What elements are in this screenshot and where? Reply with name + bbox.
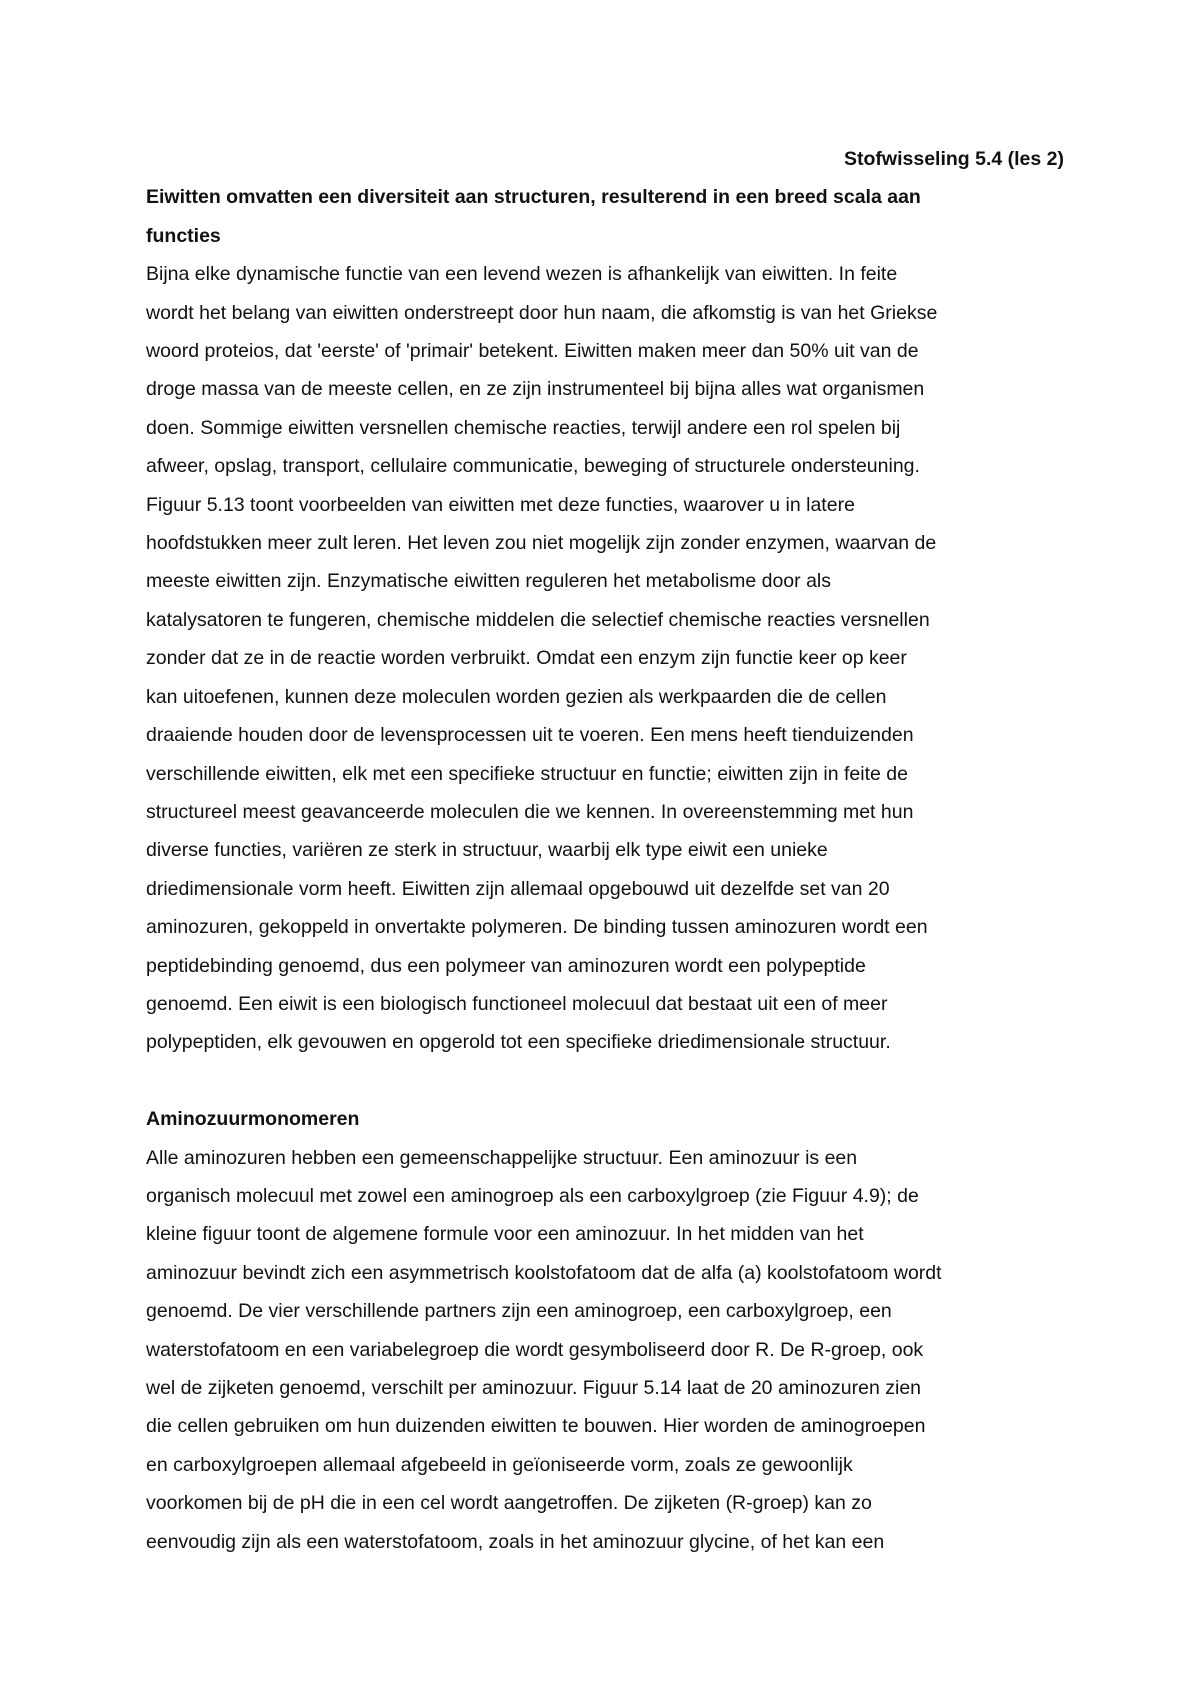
text-line: doen. Sommige eiwitten versnellen chemische reacties, terwijl andere een rol spelen bij (146, 416, 901, 439)
paragraph-aminozuurmonomeren (146, 1139, 1066, 1561)
text-line: eenvoudig zijn als een waterstofatoom, zoals in het aminozuur glycine, of het kan een (146, 1530, 885, 1553)
text-line: woord proteios, dat 'eerste' of 'primair' betekent. Eiwitten maken meer dan 50% uit van de (146, 340, 919, 363)
text-line: die cellen gebruiken om hun duizenden eiwitten te bouwen. Hier worden de aminogroepen (146, 1415, 926, 1438)
text-line: hoofdstukken meer zult leren. Het leven zou niet mogelijk zijn zonder enzymen, waarvan de (146, 532, 937, 555)
text-line: diverse functies, variëren ze sterk in structuur, waarbij elk type eiwit een unieke (146, 839, 828, 862)
heading-line: Eiwitten omvatten een diversiteit aan structuren, resulterend in een breed scala aan (146, 186, 921, 209)
section-heading-aminozuurmonomeren: Aminozuurmonomeren (146, 1108, 360, 1131)
section-heading-eiwitten (146, 178, 1066, 255)
text-line: genoemd. Een eiwit is een biologisch functioneel molecuul dat bestaat uit een of meer (146, 992, 888, 1015)
text-line: afweer, opslag, transport, cellulaire communicatie, beweging of structurele ondersteuning. (146, 455, 920, 478)
text-line: peptidebinding genoemd, dus een polymeer van aminozuren wordt een polypeptide (146, 954, 866, 977)
paragraph-eiwitten (146, 255, 1066, 1062)
text-line: kleine figuur toont de algemene formule voor een aminozuur. In het midden van het (146, 1223, 864, 1246)
text-line: polypeptiden, elk gevouwen en opgerold tot een specifieke driedimensionale structuur. (146, 1031, 891, 1054)
text-line: aminozuren, gekoppeld in onvertakte polymeren. De binding tussen aminozuren wordt een (146, 916, 928, 939)
text-line: Bijna elke dynamische functie van een levend wezen is afhankelijk van eiwitten. In feite (146, 263, 898, 286)
text-line: organisch molecuul met zowel een aminogroep als een carboxylgroep (zie Figuur 4.9); de (146, 1184, 919, 1207)
page-header: Stofwisseling 5.4 (les 2) (844, 148, 1064, 170)
text-line: structureel meest geavanceerde moleculen die we kennen. In overeenstemming met hun (146, 800, 914, 823)
text-line: verschillende eiwitten, elk met een specifieke structuur en functie; eiwitten zijn in feite de (146, 762, 908, 785)
text-line: kan uitoefenen, kunnen deze moleculen worden gezien als werkpaarden die de cellen (146, 685, 887, 708)
heading-line: functies (146, 224, 221, 247)
text-line: meeste eiwitten zijn. Enzymatische eiwitten reguleren het metabolisme door als (146, 570, 831, 593)
text-line: aminozuur bevindt zich een asymmetrisch koolstofatoom dat de alfa (a) koolstofatoom wordt (146, 1261, 942, 1284)
text-line: droge massa van de meeste cellen, en ze zijn instrumenteel bij bijna alles wat organismen (146, 378, 925, 401)
text-line: waterstofatoom en een variabelegroep die wordt gesymboliseerd door R. De R-groep, ook (146, 1338, 924, 1361)
document-page (146, 140, 1066, 1561)
text-line: wel de zijketen genoemd, verschilt per aminozuur. Figuur 5.14 laat de 20 aminozuren zien (146, 1376, 922, 1399)
text-line: genoemd. De vier verschillende partners zijn een aminogroep, een carboxylgroep, een (146, 1300, 892, 1323)
text-line: draaiende houden door de levensprocessen uit te voeren. Een mens heeft tienduizenden (146, 724, 914, 747)
text-line: wordt het belang van eiwitten onderstreept door hun naam, die afkomstig is van het Griekse (146, 301, 938, 324)
text-line: zonder dat ze in de reactie worden verbruikt. Omdat een enzym zijn functie keer op keer (146, 647, 907, 670)
text-line: katalysatoren te fungeren, chemische middelen die selectief chemische reacties versnellen (146, 608, 930, 631)
text-line: driedimensionale vorm heeft. Eiwitten zijn allemaal opgebouwd uit dezelfde set van 20 (146, 877, 890, 900)
text-line: en carboxylgroepen allemaal afgebeeld in geïoniseerde vorm, zoals ze gewoonlijk (146, 1453, 853, 1476)
text-line: Figuur 5.13 toont voorbeelden van eiwitten met deze functies, waarover u in latere (146, 493, 855, 516)
text-line: Alle aminozuren hebben een gemeenschappelijke structuur. Een aminozuur is een (146, 1146, 858, 1169)
paragraph-spacer (146, 1062, 1066, 1100)
text-line: voorkomen bij de pH die in een cel wordt aangetroffen. De zijketen (R-groep) kan zo (146, 1492, 872, 1515)
